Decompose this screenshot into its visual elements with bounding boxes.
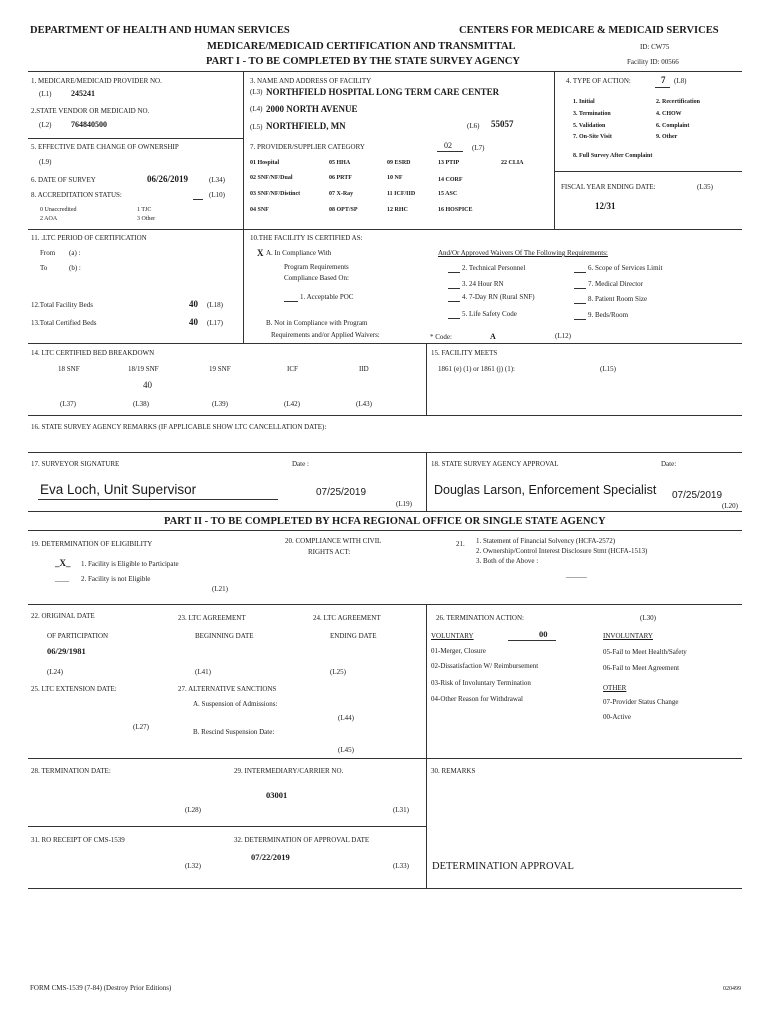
termination-value: 00 — [539, 629, 548, 639]
divider — [28, 530, 742, 531]
field-code: (L8) — [674, 77, 687, 85]
field-16-label: 16. STATE SURVEY AGENCY REMARKS (IF APPLICABLE SHOW LTC CANCELLATION DATE): — [31, 423, 327, 431]
waiver-item: 7. Medical Director — [588, 280, 644, 288]
termination-option: 07-Provider Status Change — [603, 698, 679, 706]
field-23-label: 23. LTC AGREEMENT — [178, 614, 246, 622]
field-code: (L21) — [212, 585, 228, 593]
waiver-heading: And/Or Approved Waivers Of The Following Requirements: — [438, 249, 608, 257]
bed-column: 18 SNF — [58, 365, 80, 373]
category-option: 07 X-Ray — [329, 191, 354, 197]
termination-option: 05-Fail to Meet Health/Safety — [603, 648, 687, 656]
field-code: (L28) — [185, 806, 201, 814]
facility-id: Facility ID: 00566 — [627, 58, 679, 66]
bed-column: 19 SNF — [209, 365, 231, 373]
action-option: 6. Complaint — [656, 123, 690, 129]
field-code: (L39) — [212, 400, 228, 408]
underline — [448, 301, 460, 302]
other-heading: OTHER — [603, 684, 627, 692]
field-code: (L43) — [356, 400, 372, 408]
underline — [437, 151, 463, 152]
waiver-item: 9. Beds/Room — [588, 311, 629, 319]
field-21-option: 2. Ownership/Control Interest Disclosure Stmt (HCFA-1513) — [476, 547, 648, 555]
divider — [28, 452, 742, 453]
eligibility-option: 2. Facility is not Eligible — [81, 575, 151, 583]
field-code: (L27) — [133, 723, 149, 731]
field-5-label: 5. EFFECTIVE DATE CHANGE OF OWNERSHIP — [31, 143, 179, 151]
provider-no-value: 245241 — [71, 89, 95, 98]
divider — [554, 71, 555, 229]
divider — [28, 415, 742, 416]
original-date-value: 06/29/1981 — [47, 646, 86, 656]
compliance-b: B. Not in Compliance with Program — [266, 319, 368, 327]
waiver-item: 3. 24 Hour RN — [462, 280, 504, 288]
date-label: Date : — [292, 460, 309, 468]
field-30-label: 30. REMARKS — [431, 767, 476, 775]
bed-column: IID — [359, 365, 369, 373]
acceptable-poc: 1. Acceptable POC — [300, 293, 354, 301]
field-code: (L15) — [600, 365, 616, 373]
compliance-a: A. In Compliance With — [266, 249, 332, 257]
action-option: 8. Full Survey After Complaint — [573, 153, 653, 159]
category-option: 01 Hospital — [250, 160, 280, 166]
accreditation-option: 3 Other — [137, 216, 156, 222]
underline — [574, 319, 586, 320]
date-label: Date: — [661, 460, 677, 468]
field-24-sub: ENDING DATE — [330, 632, 377, 640]
field-code: (L9) — [39, 158, 52, 166]
divider — [426, 604, 427, 758]
category-option: 02 SNF/NF/Dual — [250, 175, 293, 181]
facility-city: NORTHFIELD, MN — [266, 121, 346, 131]
fiscal-year-label: FISCAL YEAR ENDING DATE: — [561, 183, 656, 191]
underline — [448, 318, 460, 319]
eligibility-option: 1. Facility is Eligible to Participate — [81, 560, 179, 568]
field-24-label: 24. LTC AGREEMENT — [313, 614, 381, 622]
certified-beds-value: 40 — [189, 317, 198, 327]
underline — [574, 303, 586, 304]
field-20-label-2: RIGHTS ACT: — [308, 548, 351, 556]
compliance-text: Compliance Based On: — [284, 274, 349, 282]
voluntary-heading: VOLUNTARY — [431, 632, 474, 640]
accreditation-option: 0 Unaccredited — [40, 207, 77, 213]
category-option: 15 ASC — [438, 191, 458, 197]
divider — [554, 171, 742, 172]
form-footer: FORM CMS-1539 (7-84) (Destroy Prior Editions) — [30, 984, 172, 992]
category-option: 05 HHA — [329, 160, 351, 166]
field-26-label: 26. TERMINATION ACTION: — [436, 614, 524, 622]
field-28-label: 28. TERMINATION DATE: — [31, 767, 111, 775]
termination-option: 04-Other Reason for Withdrawal — [431, 695, 523, 703]
divider — [28, 758, 742, 759]
divider — [243, 71, 244, 343]
type-of-action-value: 7 — [661, 75, 666, 85]
action-option: 2. Recertification — [656, 99, 700, 105]
field-code: (L17) — [207, 319, 223, 327]
underline — [448, 288, 460, 289]
action-option: 3. Termination — [573, 111, 611, 117]
termination-option: 01-Merger, Closure — [431, 647, 486, 655]
field-code: (b) : — [69, 264, 81, 272]
field-code: (L2) — [39, 121, 52, 129]
field-25-label: 25. LTC EXTENSION DATE: — [31, 685, 117, 693]
divider — [28, 888, 742, 889]
field-29-label: 29. INTERMEDIARY/CARRIER NO. — [234, 767, 344, 775]
field-13-label: 13.Total Certified Beds — [31, 319, 97, 327]
divider — [28, 826, 426, 827]
dept-name: DEPARTMENT OF HEALTH AND HUMAN SERVICES — [30, 25, 290, 36]
field-code: (L44) — [338, 714, 354, 722]
field-22-sub: OF PARTICIPATION — [47, 632, 109, 640]
accreditation-option: 1 TJC — [137, 207, 152, 213]
field-code: (L5) — [250, 123, 263, 131]
field-6-label: 6. DATE OF SURVEY — [31, 176, 96, 184]
field-code: (L10) — [209, 191, 225, 199]
field-1-label: 1. MEDICARE/MEDICAID PROVIDER NO. — [31, 77, 162, 85]
total-beds-value: 40 — [189, 299, 198, 309]
fiscal-year-value: 12/31 — [595, 201, 616, 211]
divider — [28, 138, 243, 139]
compliance-text: Requirements and/or Applied Waivers: — [271, 331, 380, 339]
period-from: From — [40, 249, 56, 257]
bed-column: 18/19 SNF — [128, 365, 159, 373]
code-label: * Code: — [430, 333, 452, 341]
field-21-option: 3. Both of the Above : — [476, 557, 539, 565]
survey-date: 06/26/2019 — [147, 174, 189, 184]
termination-option: 00-Active — [603, 713, 631, 721]
category-option: 06 PRTF — [329, 175, 352, 181]
sanction-a: A. Suspension of Admissions: — [193, 700, 278, 708]
divider — [426, 343, 427, 415]
termination-option: 06-Fail to Meet Agreement — [603, 664, 680, 672]
category-option: 11 ICF/IID — [387, 191, 416, 197]
field-code: (L4) — [250, 105, 263, 113]
underline — [508, 640, 556, 641]
category-option: 16 HOSPICE — [438, 207, 473, 213]
field-code: (L25) — [330, 668, 346, 676]
field-code: (L42) — [284, 400, 300, 408]
form-title: MEDICARE/MEDICAID CERTIFICATION AND TRANSMITTAL — [207, 41, 516, 52]
field-code: (L35) — [697, 183, 713, 191]
category-option: 04 SNF — [250, 207, 269, 213]
field-code: (L12) — [555, 332, 571, 340]
field-code: (L41) — [195, 668, 211, 676]
waiver-item: 4. 7-Day RN (Rural SNF) — [462, 293, 535, 301]
remarks-text: DETERMINATION APPROVAL — [432, 861, 574, 872]
field-21-label: 21. — [456, 540, 465, 548]
field-code: (L3) — [250, 88, 263, 96]
waiver-item: 5. Life Safety Code — [462, 310, 517, 318]
agency-name: CENTERS FOR MEDICARE & MEDICAID SERVICES — [459, 25, 719, 36]
action-option: 1. Initial — [573, 99, 595, 105]
facility-meets-text: 1861 (e) (1) or 1861 (j) (1): — [438, 365, 515, 373]
field-10-label: 10.THE FACILITY IS CERTIFIED AS: — [250, 234, 363, 242]
underline — [284, 301, 298, 302]
action-option: 9. Other — [656, 134, 678, 140]
underline — [193, 199, 203, 200]
underline — [38, 499, 278, 500]
period-to: To — [40, 264, 48, 272]
divider — [426, 758, 427, 888]
facility-street: 2000 NORTH AVENUE — [266, 104, 358, 114]
field-code: (L7) — [472, 144, 485, 152]
approval-date-value: 07/22/2019 — [251, 852, 290, 862]
divider — [28, 604, 742, 605]
field-2-label: 2.STATE VENDOR OR MEDICAID NO. — [31, 107, 150, 115]
approval-date: 07/25/2019 — [672, 490, 723, 501]
field-code: (L31) — [393, 806, 409, 814]
field-code: (L24) — [47, 668, 63, 676]
surveyor-signature: Eva Loch, Unit Supervisor — [40, 482, 197, 497]
form-number: 020499 — [723, 986, 741, 992]
code-value: A — [490, 332, 496, 341]
bed-column: ICF — [287, 365, 298, 373]
category-option: 03 SNF/NF/Distinct — [250, 191, 301, 197]
compliance-mark: X — [257, 248, 264, 258]
field-14-label: 14. LTC CERTIFIED BED BREAKDOWN — [31, 349, 155, 357]
bed-value: 40 — [143, 380, 152, 390]
eligibility-blank: ____ — [55, 575, 69, 583]
field-code: (L18) — [207, 301, 223, 309]
termination-option: 02-Dissatisfaction W/ Reimbursement — [431, 662, 539, 670]
field-code: (L32) — [185, 862, 201, 870]
waiver-item: 8. Patient Room Size — [588, 295, 648, 303]
approval-signature: Douglas Larson, Enforcement Specialist — [434, 483, 657, 497]
field-12-label: 12.Total Facility Beds — [31, 301, 93, 309]
field-11-label: 11. .LTC PERIOD OF CERTIFICATION — [31, 234, 147, 242]
sanction-b: B. Rescind Suspension Date: — [193, 728, 275, 736]
compliance-text: Program Requirements — [284, 263, 349, 271]
eligible-mark: _X_ — [55, 558, 71, 568]
category-option: 09 ESRD — [387, 160, 411, 166]
divider — [28, 343, 742, 344]
surveyor-date: 07/25/2019 — [316, 487, 367, 498]
category-option: 08 OPT/SP — [329, 207, 358, 213]
category-option: 22 CLIA — [501, 160, 524, 166]
field-code: (L30) — [640, 614, 656, 622]
field-8-label: 8. ACCREDITATION STATUS: — [31, 191, 122, 199]
form-id: ID: CW75 — [640, 43, 670, 51]
termination-option: 03-Risk of Involuntary Termination — [431, 679, 531, 687]
field-21-option: 1. Statement of Financial Solvency (HCFA-2572) — [476, 537, 616, 545]
divider — [28, 511, 742, 512]
divider — [426, 452, 427, 511]
field-20-label: 20. COMPLIANCE WITH CIVIL — [285, 537, 382, 545]
field-code: (L37) — [60, 400, 76, 408]
category-option: 13 PTIP — [438, 160, 460, 166]
field-18-label: 18. STATE SURVEY AGENCY APPROVAL — [431, 460, 559, 468]
field-22-label: 22. ORIGINAL DATE — [31, 612, 95, 620]
field-code: (a) : — [69, 249, 81, 257]
field-21-blank: ______ — [566, 571, 587, 579]
category-option: 10 NF — [387, 175, 403, 181]
action-option: 4. CHOW — [656, 111, 682, 117]
field-19-label: 19. DETERMINATION OF ELIGIBILITY — [31, 540, 153, 548]
field-code: (L45) — [338, 746, 354, 754]
field-23-sub: BEGINNING DATE — [195, 632, 254, 640]
field-code: (L1) — [39, 90, 52, 98]
carrier-no-value: 03001 — [266, 790, 288, 800]
field-27-label: 27. ALTERNATIVE SANCTIONS — [178, 685, 277, 693]
underline — [655, 87, 670, 88]
underline — [574, 272, 586, 273]
divider — [28, 71, 742, 72]
field-4-label: 4. TYPE OF ACTION: — [566, 77, 631, 85]
divider — [28, 229, 742, 230]
action-option: 5. Validation — [573, 123, 606, 129]
field-31-label: 31. RO RECEIPT OF CMS-1539 — [31, 836, 125, 844]
field-3-label: 3. NAME AND ADDRESS OF FACILITY — [250, 77, 372, 85]
field-code: (L19) — [396, 500, 412, 508]
part2-title: PART II - TO BE COMPLETED BY HCFA REGIONAL OFFICE OR SINGLE STATE AGENCY — [164, 516, 606, 527]
action-option: 7. On-Site Visit — [573, 134, 612, 140]
field-code: (L20) — [722, 502, 738, 510]
vendor-no-value: 764840500 — [71, 120, 107, 129]
field-code: (L6) — [467, 122, 480, 130]
category-value: 02 — [444, 141, 452, 150]
facility-name: NORTHFIELD HOSPITAL LONG TERM CARE CENTER — [266, 87, 500, 97]
field-code: (L38) — [133, 400, 149, 408]
waiver-item: 6. Scope of Services Limit — [588, 264, 663, 272]
field-code: (L34) — [209, 176, 225, 184]
field-code: (L33) — [393, 862, 409, 870]
field-32-label: 32. DETERMINATION OF APPROVAL DATE — [234, 836, 370, 844]
category-option: 12 RHC — [387, 207, 408, 213]
category-option: 14 CORF — [438, 177, 463, 183]
field-15-label: 15. FACILITY MEETS — [431, 349, 498, 357]
accreditation-option: 2 AOA — [40, 216, 58, 222]
field-17-label: 17. SURVEYOR SIGNATURE — [31, 460, 120, 468]
part1-title: PART I - TO BE COMPLETED BY THE STATE SURVEY AGENCY — [206, 56, 520, 67]
field-7-label: 7. PROVIDER/SUPPLIER CATEGORY — [250, 143, 365, 151]
waiver-item: 2. Technical Personnel — [462, 264, 526, 272]
underline — [448, 272, 460, 273]
facility-zip: 55057 — [491, 119, 514, 129]
involuntary-heading: INVOLUNTARY — [603, 632, 653, 640]
underline — [574, 288, 586, 289]
